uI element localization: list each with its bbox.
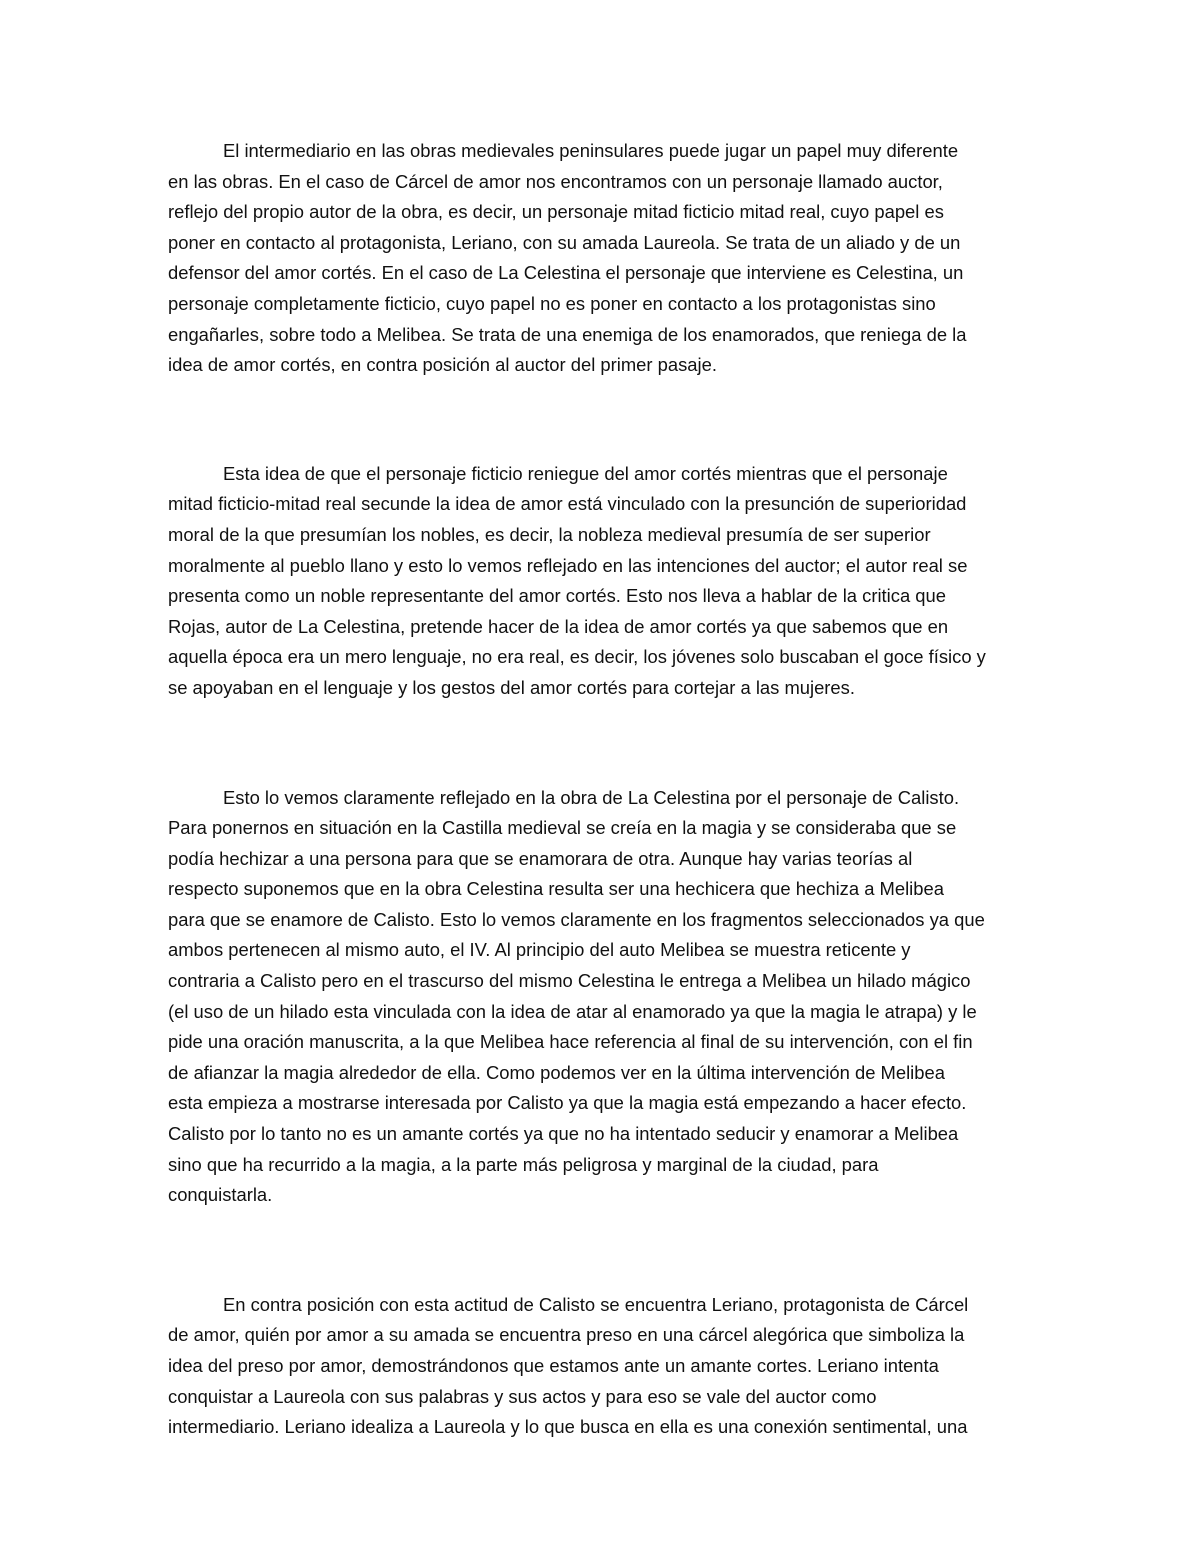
paragraph-line: presenta como un noble representante del amor cortés. Esto nos lleva a hablar de la critica que [168,585,946,607]
paragraph-line: idea de amor cortés, en contra posición al auctor del primer pasaje. [168,354,717,376]
paragraph-spacer [168,381,1034,459]
paragraph-line: se apoyaban en el lenguaje y los gestos del amor cortés para cortejar a las mujeres. [168,676,855,698]
paragraph-line: para que se enamore de Calisto. Esto lo vemos claramente en los fragmentos seleccionados ya que [168,908,985,930]
paragraph-line: (el uso de un hilado esta vinculada con la idea de atar al enamorado ya que la magia le atrapa) y le [168,1000,977,1022]
paragraph-line: esta empieza a mostrarse interesada por Calisto ya que la magia está empezando a hacer efecto. [168,1092,967,1114]
paragraph-spacer [168,704,1034,783]
paragraph-line: contraria a Calisto pero en el trascurso del mismo Celestina le entrega a Melibea un hilado mágico [168,970,971,992]
paragraph-line: conquistar a Laureola con sus palabras y sus actos y para eso se vale del auctor como [168,1385,877,1407]
paragraph-line: poner en contacto al protagonista, Leriano, con su amada Laureola. Se trata de un aliado y de un [168,231,961,253]
paragraph-line: ambos pertenecen al mismo auto, el IV. Al principio del auto Melibea se muestra reticente y [168,939,911,961]
paragraph-line: podía hechizar a una persona para que se enamorara de otra. Aunque hay varias teorías al [168,847,913,869]
paragraph-line: moralmente al pueblo llano y esto lo vemos reflejado en las intenciones del auctor; el autor real se [168,554,968,576]
paragraph-1 [168,136,1034,381]
paragraph-line: conquistarla. [168,1184,273,1206]
paragraph-line: sino que ha recurrido a la magia, a la parte más peligrosa y marginal de la ciudad, para [168,1153,879,1175]
paragraph-line: idea del preso por amor, demostrándonos que estamos ante un amante cortes. Leriano intenta [168,1355,939,1376]
paragraph-line: engañarles, sobre todo a Melibea. Se trata de una enemiga de los enamorados, que reniega de la [168,323,967,345]
paragraph-line: aquella época era un mero lenguaje, no era real, es decir, los jóvenes solo buscaban el goce físico y [168,646,986,668]
paragraph-spacer [168,1211,1034,1290]
paragraph-line: reflejo del propio autor de la obra, es decir, un personaje mitad ficticio mitad real, cuyo papel es [168,201,944,223]
paragraph-line: Esto lo vemos claramente reflejado en la obra de La Celestina por el personaje de Calisto. [223,786,960,808]
paragraph-line: El intermediario en las obras medievales peninsulares puede jugar un papel muy diferente [223,140,959,161]
paragraph-line: intermediario. Leriano idealiza a Laureola y lo que busca en ella es una conexión sentimental, una [168,1416,968,1438]
paragraph-line: moral de la que presumían los nobles, es decir, la nobleza medieval presumía de ser superior [168,523,931,545]
paragraph-2 [168,459,1034,704]
paragraph-line: Calisto por lo tanto no es un amante cortés ya que no ha intentado seducir y enamorar a Melibea [168,1123,959,1145]
paragraph-line: pide una oración manuscrita, a la que Melibea hace referencia al final de su intervención, con el fin [168,1031,973,1053]
paragraph-4 [168,1290,1034,1443]
paragraph-line: mitad ficticio-mitad real secunde la idea de amor está vinculado con la presunción de superioridad [168,493,967,515]
paragraph-line: en las obras. En el caso de Cárcel de amor nos encontramos con un personaje llamado auctor, [168,170,943,192]
paragraph-line: personaje completamente ficticio, cuyo papel no es poner en contacto a los protagonistas sino [168,292,936,314]
paragraph-line: respecto suponemos que en la obra Celestina resulta ser una hechicera que hechiza a Melibea [168,878,944,900]
paragraph-line: Para ponernos en situación en la Castilla medieval se creía en la magia y se consideraba que se [168,817,957,839]
paragraph-line: de afianzar la magia alrededor de ella. Como podemos ver en la última intervención de Melibea [168,1061,945,1083]
paragraph-line: defensor del amor cortés. En el caso de La Celestina el personaje que interviene es Celestina, un [168,262,964,284]
paragraph-line: Rojas, autor de La Celestina, pretende hacer de la idea de amor cortés ya que sabemos que en [168,615,949,637]
paragraph-3 [168,783,1034,1211]
paragraph-line: Esta idea de que el personaje ficticio reniegue del amor cortés mientras que el personaje [223,462,948,484]
paragraph-line: de amor, quién por amor a su amada se encuentra preso en una cárcel alegórica que simboliza la [168,1324,965,1346]
paragraph-line: En contra posición con esta actitud de Calisto se encuentra Leriano, protagonista de Cárcel [223,1293,969,1315]
document-body [168,136,1034,1443]
